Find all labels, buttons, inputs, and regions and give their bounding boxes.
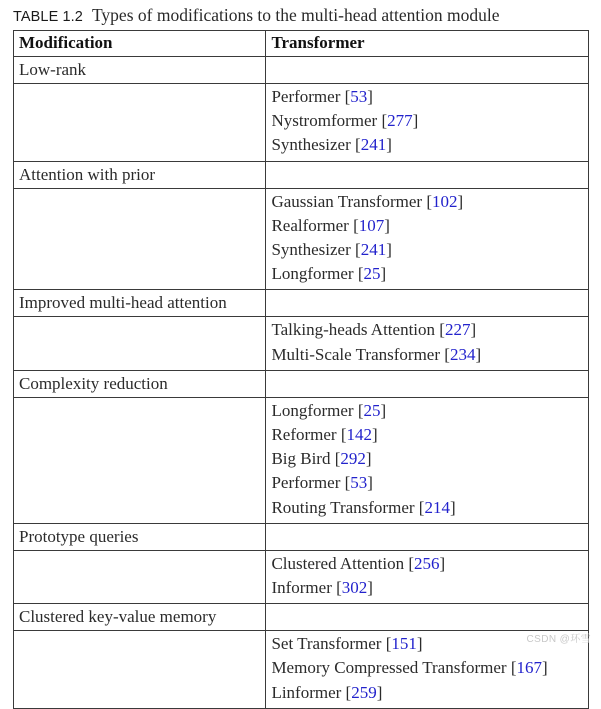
model-name: Realformer — [271, 215, 349, 235]
model-list — [271, 399, 588, 520]
citation-link[interactable]: 259 — [351, 682, 377, 702]
citation-link[interactable]: 302 — [341, 577, 368, 597]
citation-link[interactable]: 142 — [346, 424, 372, 444]
table-row — [14, 57, 589, 84]
items-cell-empty — [14, 188, 266, 290]
items-cell — [266, 317, 589, 370]
model-name: Reformer — [271, 424, 337, 444]
items-cell-empty — [14, 631, 266, 709]
items-cell-empty — [14, 550, 266, 603]
table-header-row — [14, 31, 589, 57]
bracket-open: [ — [355, 240, 361, 259]
model-name: Big Bird — [271, 449, 331, 469]
list-item — [271, 552, 588, 576]
citation-link[interactable]: 214 — [424, 497, 450, 517]
category-label: Clustered key-value memory — [19, 607, 217, 627]
model-name: Synthesizer — [271, 135, 351, 155]
bracket-open: [ — [355, 135, 361, 155]
bracket-open: [ — [344, 473, 351, 493]
citation-link[interactable]: 107 — [358, 215, 385, 235]
header-label-transformer: Transformer — [271, 33, 365, 52]
bracket-open: [ — [510, 658, 517, 678]
bracket-close: ] — [416, 634, 423, 654]
list-item — [271, 318, 588, 342]
empty-spacer — [266, 604, 588, 630]
citation-link[interactable]: 53 — [350, 87, 368, 106]
empty-spacer — [14, 551, 265, 603]
category-cell — [14, 604, 266, 631]
bracket-close: ] — [384, 215, 390, 235]
category-cell-empty — [266, 161, 589, 188]
model-name: Informer — [271, 577, 332, 597]
header-cell-modification — [14, 31, 266, 57]
bracket-open: [ — [444, 344, 450, 364]
category-cell-empty — [266, 604, 589, 631]
table-row — [14, 523, 589, 550]
table-row — [14, 370, 589, 397]
bracket-close: ] — [376, 682, 383, 702]
empty-spacer — [14, 398, 265, 523]
bracket-open: [ — [336, 577, 342, 597]
citation-link[interactable]: 25 — [363, 400, 381, 420]
category-cell-empty — [266, 523, 589, 550]
citation-link[interactable]: 25 — [363, 264, 381, 284]
category-cell — [14, 161, 266, 188]
items-cell-empty — [14, 84, 266, 162]
empty-spacer — [266, 162, 588, 188]
empty-spacer — [14, 631, 265, 708]
category-label: Prototype queries — [19, 526, 139, 546]
model-name: Longformer — [271, 264, 354, 284]
table-caption — [13, 4, 593, 26]
empty-spacer — [266, 371, 588, 397]
model-name: Memory Compressed Transformer — [271, 658, 507, 678]
empty-spacer — [14, 84, 265, 161]
table-caption-text: Types of modifications to the multi-head attention module — [91, 5, 500, 25]
list-item — [271, 447, 588, 471]
table-row — [14, 188, 589, 290]
list-item — [271, 496, 588, 520]
table-row — [14, 84, 589, 162]
citation-link[interactable]: 241 — [360, 135, 387, 155]
bracket-close: ] — [542, 658, 548, 678]
bracket-close: ] — [365, 449, 372, 469]
empty-spacer — [266, 290, 588, 316]
model-list — [271, 552, 588, 600]
model-name: Routing Transformer — [271, 497, 415, 517]
bracket-open: [ — [345, 682, 352, 702]
model-name: Gaussian Transformer — [271, 191, 423, 211]
bracket-close: ] — [367, 473, 373, 493]
bracket-open: [ — [418, 497, 425, 517]
bracket-open: [ — [357, 264, 364, 284]
model-list — [271, 318, 588, 366]
bracket-close: ] — [475, 344, 482, 364]
bracket-open: [ — [334, 449, 341, 469]
table-row — [14, 317, 589, 370]
model-list — [271, 190, 588, 287]
list-item — [271, 214, 588, 238]
model-list-wrapper — [266, 317, 588, 368]
model-list-wrapper — [266, 398, 588, 522]
bracket-close: ] — [386, 135, 392, 155]
bracket-open: [ — [426, 191, 432, 211]
citation-link[interactable]: 241 — [360, 240, 387, 259]
model-name: Set Transformer — [271, 634, 382, 654]
citation-link[interactable]: 256 — [414, 553, 440, 573]
modifications-table — [13, 30, 589, 709]
citation-link[interactable]: 167 — [516, 658, 543, 678]
items-cell-empty — [14, 317, 266, 370]
table-row — [14, 550, 589, 603]
citation-link[interactable]: 151 — [391, 634, 417, 654]
list-item — [271, 190, 588, 214]
model-list — [271, 85, 588, 158]
bracket-close: ] — [470, 320, 477, 340]
bracket-close: ] — [439, 553, 446, 573]
model-list-wrapper — [266, 84, 588, 160]
category-cell — [14, 57, 266, 84]
model-name: Performer — [271, 87, 341, 106]
bracket-close: ] — [457, 191, 464, 211]
table-body — [14, 31, 589, 709]
model-name: Synthesizer — [271, 240, 351, 259]
category-cell — [14, 370, 266, 397]
bracket-close: ] — [367, 87, 373, 106]
table-row — [14, 397, 589, 523]
model-name: Linformer — [271, 682, 342, 702]
citation-link[interactable]: 234 — [449, 344, 476, 364]
table-row — [14, 631, 589, 709]
items-cell-empty — [14, 397, 266, 523]
citation-link[interactable]: 227 — [444, 320, 471, 340]
category-cell — [14, 523, 266, 550]
category-cell-empty — [266, 370, 589, 397]
table-row — [14, 604, 589, 631]
bracket-open: [ — [357, 400, 364, 420]
model-name: Multi-Scale Transformer — [271, 344, 441, 364]
table-row — [14, 161, 589, 188]
citation-link[interactable]: 102 — [432, 191, 458, 211]
empty-spacer — [266, 57, 588, 83]
list-item — [271, 423, 588, 447]
bracket-close: ] — [372, 424, 378, 444]
category-label: Improved multi-head attention — [19, 293, 227, 313]
model-list-wrapper — [266, 189, 588, 289]
model-name: Longformer — [271, 400, 354, 420]
model-name: Clustered Attention — [271, 553, 405, 573]
model-name: Nystromformer — [271, 111, 378, 131]
list-item — [271, 576, 588, 600]
list-item — [271, 681, 588, 705]
bracket-close: ] — [380, 264, 387, 284]
list-item — [271, 262, 588, 286]
model-name: Performer — [271, 473, 341, 493]
model-name: Talking-heads Attention — [271, 320, 436, 340]
csdn-watermark: CSDN @环雪 — [526, 634, 591, 645]
list-item — [271, 343, 588, 367]
category-label: Low-rank — [19, 60, 87, 79]
items-cell — [266, 188, 589, 290]
header-cell-transformer — [266, 31, 589, 57]
citation-link[interactable]: 292 — [340, 449, 366, 469]
category-label: Complexity reduction — [19, 373, 168, 393]
items-cell — [266, 550, 589, 603]
empty-spacer — [266, 524, 588, 550]
empty-spacer — [14, 189, 265, 290]
list-item — [271, 133, 588, 157]
list-item — [271, 656, 588, 680]
category-cell-empty — [266, 57, 589, 84]
list-item — [271, 109, 588, 133]
bracket-open: [ — [344, 87, 351, 106]
list-item — [271, 471, 588, 495]
bracket-close: ] — [386, 240, 392, 259]
items-cell — [266, 397, 589, 523]
model-list-wrapper — [266, 551, 588, 602]
bracket-close: ] — [412, 111, 419, 131]
bracket-open: [ — [385, 634, 392, 654]
category-cell-empty — [266, 290, 589, 317]
header-label-modification: Modification — [19, 33, 113, 52]
bracket-open: [ — [381, 111, 388, 131]
category-cell — [14, 290, 266, 317]
citation-link[interactable]: 277 — [387, 111, 413, 131]
items-cell — [266, 84, 589, 162]
bracket-close: ] — [449, 497, 456, 517]
bracket-open: [ — [353, 215, 359, 235]
bracket-open: [ — [408, 553, 415, 573]
table-number-label: TABLE 1.2 — [13, 9, 83, 25]
list-item — [271, 238, 588, 262]
list-item — [271, 85, 588, 109]
bracket-close: ] — [367, 577, 373, 597]
bracket-open: [ — [439, 320, 445, 340]
category-label: Attention with prior — [19, 164, 155, 184]
list-item — [271, 399, 588, 423]
citation-link[interactable]: 53 — [350, 473, 368, 493]
bracket-close: ] — [380, 400, 387, 420]
bracket-open: [ — [340, 424, 347, 444]
table-row — [14, 290, 589, 317]
empty-spacer — [14, 317, 265, 369]
